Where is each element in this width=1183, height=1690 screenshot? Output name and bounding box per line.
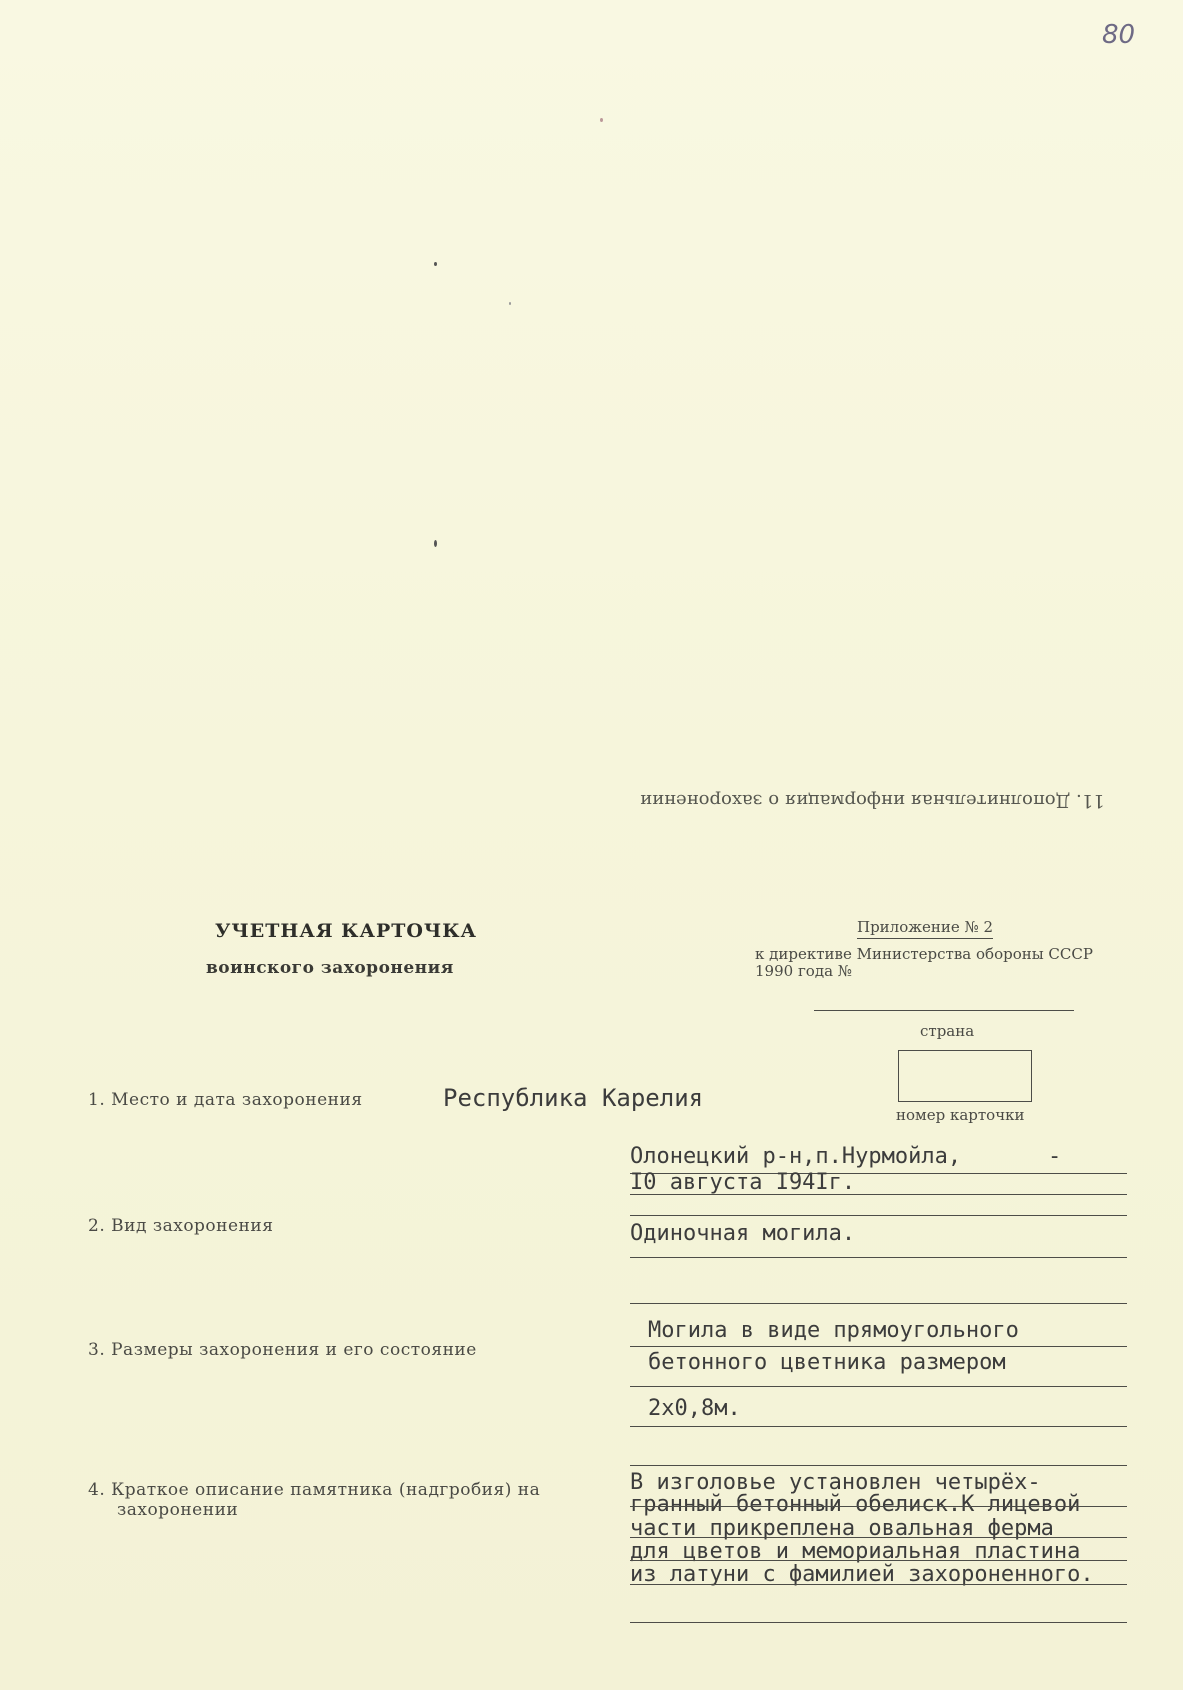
country-line xyxy=(814,1010,1074,1011)
type-topline xyxy=(630,1215,1127,1216)
monument-line-3: части прикреплена овальная ферма xyxy=(630,1516,1054,1541)
type-label: 2. Вид захоронения xyxy=(88,1216,274,1236)
size-line-2: бетонного цветника размером xyxy=(648,1350,1006,1375)
monument-label-2: захоронении xyxy=(117,1500,239,1520)
monument-underline-4 xyxy=(630,1622,1127,1623)
size-line-3: 2х0,8м. xyxy=(648,1396,741,1421)
card-title: УЧЕТНАЯ КАРТОЧКА xyxy=(215,920,478,942)
speck xyxy=(600,118,603,122)
monument-line-5: из латуни с фамилией захороненного. xyxy=(630,1562,1094,1587)
monument-line-4: для цветов и мемориальная пластина xyxy=(630,1539,1081,1564)
dash: - xyxy=(1048,1144,1062,1169)
monument-line-2: гранный бетонный обелиск.К лицевой xyxy=(630,1492,1081,1517)
country-label: страна xyxy=(920,1022,975,1040)
type-value: Одиночная могила. xyxy=(630,1221,856,1246)
size-underline-3 xyxy=(630,1426,1127,1427)
card-subtitle: воинского захоронения xyxy=(206,958,454,978)
size-topline xyxy=(630,1303,1127,1304)
monument-underline-2 xyxy=(630,1560,1127,1561)
monument-label-1: 4. Краткое описание памятника (надгробия) на xyxy=(88,1480,541,1500)
directive-line-2: 1990 года № xyxy=(755,962,852,980)
size-underline-2 xyxy=(630,1386,1127,1387)
speck xyxy=(509,302,511,305)
place-label: 1. Место и дата захоронения xyxy=(88,1090,363,1110)
monument-line-1: В изголовье установлен четырёх- xyxy=(630,1470,1041,1495)
place-underline-2 xyxy=(630,1194,1127,1195)
appendix-label: Приложение № 2 xyxy=(857,918,993,939)
place-line-1: Республика Карелия xyxy=(443,1084,704,1112)
monument-topline xyxy=(630,1465,1127,1466)
speck xyxy=(434,540,437,547)
speck xyxy=(434,262,437,266)
place-line-2: Олонецкий р-н,п.Нурмойла, xyxy=(630,1144,962,1169)
monument-underline-3 xyxy=(630,1584,1127,1585)
size-label: 3. Размеры захоронения и его состояние xyxy=(88,1340,477,1360)
monument-strike-1 xyxy=(630,1506,1127,1507)
directive-line-1: к директиве Министерства обороны СССР xyxy=(755,945,1093,963)
type-underline xyxy=(630,1257,1127,1258)
monument-underline-1 xyxy=(630,1537,1127,1538)
page-number: 80 xyxy=(1102,20,1136,50)
card-number-box xyxy=(898,1050,1032,1102)
card-number-label: номер карточки xyxy=(896,1106,1025,1124)
size-line-1: Могила в виде прямоугольного xyxy=(648,1318,1019,1343)
place-line-3: I0 августа I94Iг. xyxy=(630,1170,856,1195)
size-underline-1 xyxy=(630,1346,1127,1347)
mirrored-heading: 11. Дополнительная информация о захоронении xyxy=(640,790,1105,811)
